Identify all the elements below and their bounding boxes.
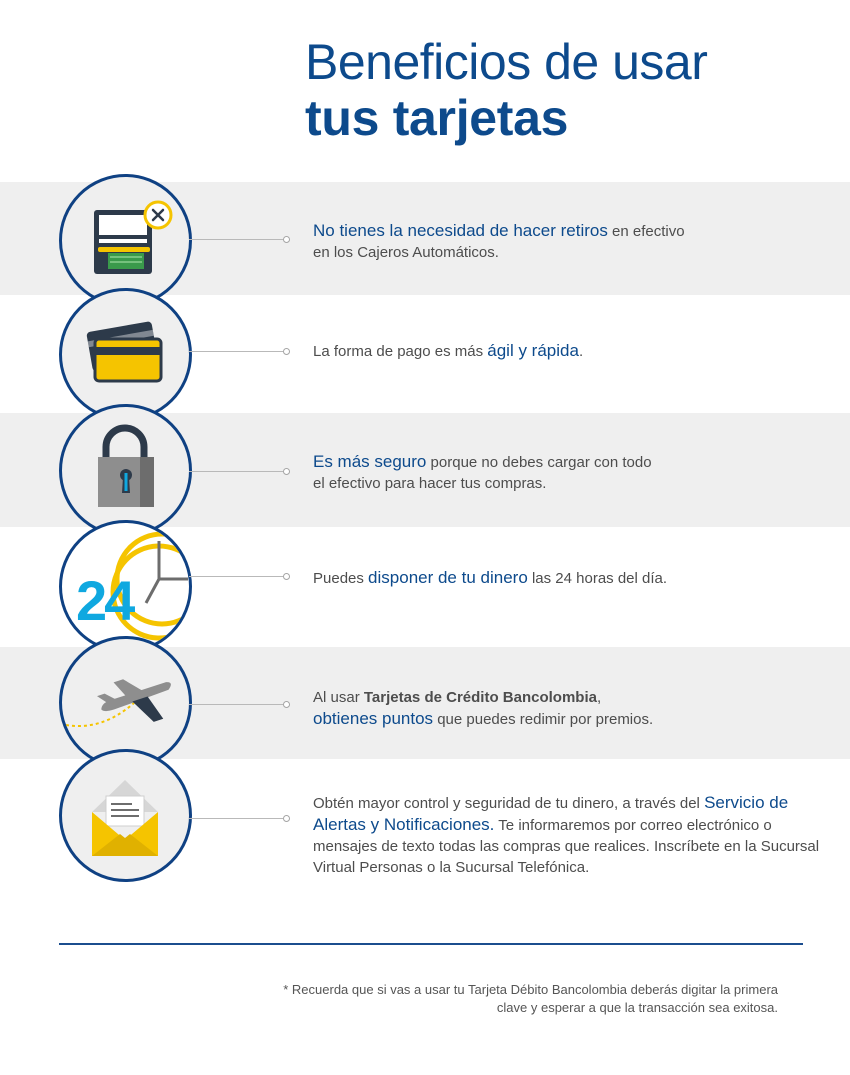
envelope-icon bbox=[59, 749, 192, 882]
connector-dot-5 bbox=[283, 701, 290, 708]
connector-dot-3 bbox=[283, 468, 290, 475]
connector-3 bbox=[189, 471, 283, 472]
padlock-icon bbox=[59, 404, 192, 537]
connector-4 bbox=[189, 576, 283, 577]
benefit-3-text-a: porque no debes cargar con todo bbox=[426, 454, 652, 471]
benefit-1-text-b: en los Cajeros Automáticos. bbox=[313, 244, 499, 261]
benefit-text-4 bbox=[313, 567, 667, 589]
page-title bbox=[305, 34, 707, 146]
benefit-3-text-b: el efectivo para hacer tus compras. bbox=[313, 475, 547, 492]
page-title-line2: tus tarjetas bbox=[305, 90, 569, 146]
connector-6 bbox=[189, 818, 283, 819]
benefit-text-3 bbox=[313, 451, 652, 494]
connector-5 bbox=[189, 704, 283, 705]
page-title-line1: Beneficios de usar bbox=[305, 34, 708, 90]
benefit-6-text-b: Te informaremos por correo electrónico o mensajes de texto todas las compras que realices. Inscríbete en la Sucursal Virtual Personas o la Sucursal Telefónica. bbox=[313, 817, 820, 876]
benefit-5-text-c: que puedes redimir por premios. bbox=[433, 711, 654, 728]
connector-dot-6 bbox=[283, 815, 290, 822]
connector-1 bbox=[189, 239, 283, 240]
credit-cards-icon bbox=[59, 288, 192, 421]
benefit-1-text-a: en efectivo bbox=[607, 223, 685, 240]
benefit-5-bold: Tarjetas de Crédito Bancolombia bbox=[363, 689, 597, 706]
connector-dot-1 bbox=[283, 236, 290, 243]
clock-24-icon bbox=[59, 520, 192, 653]
clock-24-label: 24 bbox=[76, 569, 133, 632]
benefit-5-text-a: Al usar bbox=[313, 689, 364, 706]
benefit-text-6 bbox=[313, 792, 823, 878]
benefit-5-text-b: , bbox=[596, 689, 602, 706]
benefit-2-highlight: ágil y rápida bbox=[487, 341, 579, 360]
connector-2 bbox=[189, 351, 283, 352]
divider bbox=[59, 943, 803, 945]
benefit-2-text-b: . bbox=[578, 343, 584, 360]
benefit-text-2 bbox=[313, 340, 583, 362]
benefit-6-highlight: Servicio de Alertas y Notificaciones. bbox=[313, 793, 789, 834]
benefit-1-highlight: No tienes la necesidad de hacer retiros bbox=[313, 221, 608, 240]
benefit-5-highlight: obtienes puntos bbox=[313, 709, 434, 728]
connector-dot-2 bbox=[283, 348, 290, 355]
benefit-4-highlight: disponer de tu dinero bbox=[368, 568, 528, 587]
benefit-text-1 bbox=[313, 220, 685, 263]
benefit-3-highlight: Es más seguro bbox=[313, 452, 427, 471]
connector-dot-4 bbox=[283, 573, 290, 580]
benefit-6-text-a: Obtén mayor control y seguridad de tu dinero, a través del bbox=[313, 795, 705, 812]
benefit-2-text-a: La forma de pago es más bbox=[313, 343, 488, 360]
benefit-text-5 bbox=[313, 687, 653, 730]
benefit-4-text-b: las 24 horas del día. bbox=[527, 570, 668, 587]
benefit-4-text-a: Puedes bbox=[313, 570, 369, 587]
footnote: * Recuerda que si vas a usar tu Tarjeta Débito Bancolombia deberás digitar la primera clave y esperar a que la transacción sea exitosa. bbox=[283, 982, 778, 1015]
